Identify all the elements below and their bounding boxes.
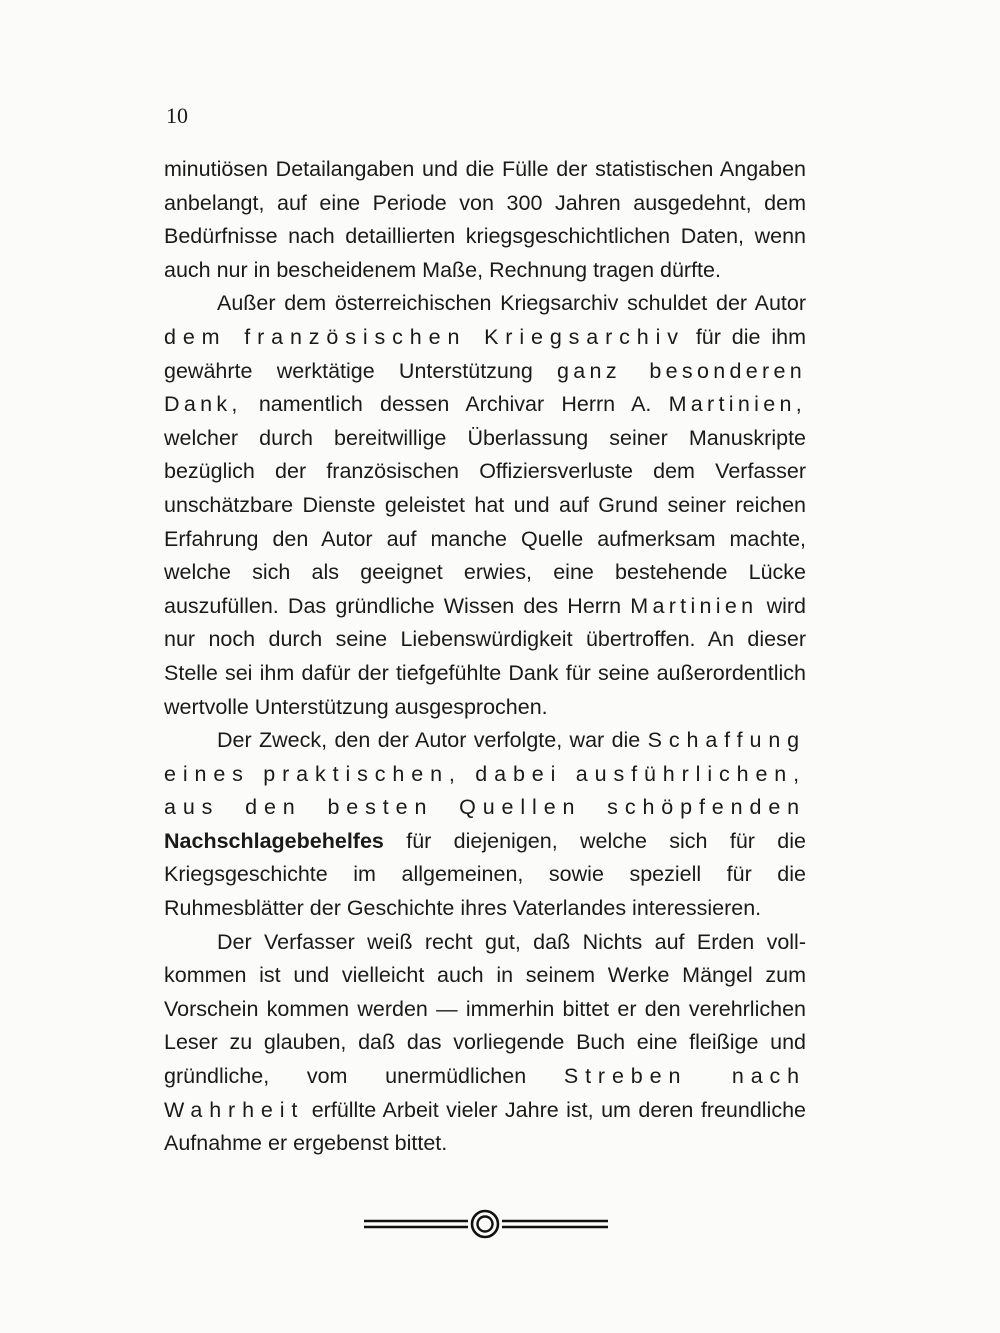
text-run: für die ihm gewährte werktätige Unterstützung (164, 324, 806, 383)
text-line: Bedürfnisse nach detaillierten kriegsgeschichtlichen Daten, wenn (164, 224, 806, 249)
text-run: Außer dem österreichischen Kriegsarchiv schuldet der Autor (217, 291, 806, 316)
page-number: 10 (166, 103, 188, 128)
paragraph-3 (164, 724, 806, 926)
spaced-emphasis: Schaffung eines praktischen, dabei ausführlichen, aus den besten Quellen schöpfenden (164, 728, 806, 820)
text-run: für diejenigen, welche sich für die Kriegsgeschichte im allgemeinen, sowie speziell für die Ruhmesblätter der Geschichte ihres Vaterlandes interessieren. (164, 828, 806, 921)
text-run: namentlich dessen Archivar Herrn A. (241, 392, 669, 417)
paragraph-4 (164, 926, 806, 1161)
spaced-emphasis: ganz besonderen Dank, (164, 358, 806, 417)
text-line: minutiösen Detailangaben und die Fülle der statistischen Angaben (164, 157, 806, 181)
text-line: auch nur in bescheidenem Maße, Rechnung tragen dürfte. (164, 257, 721, 282)
text-run: Der Zweck, den der Autor verfolgte, war die (217, 728, 648, 753)
spaced-emphasis: dem französischen Kriegsarchiv (164, 324, 685, 349)
bold-emphasis: Nachschlagebehelfes (164, 828, 384, 853)
paragraph-1 (164, 153, 806, 287)
spaced-emphasis: Martinien (630, 593, 758, 618)
text-run: Der Verfasser weiß recht gut, daß Nichts auf Erden vollkommen ist und vielleicht auch in seinem Werke Mängel zum Vorschein kommen werden — immerhin bittet er den verehrlichen Leser zu glauben, daß das vorliegende Buch eine fleißige und gründliche, vom unermüdlichen (164, 929, 806, 1089)
text-line: anbelangt, auf eine Periode von 300 Jahren ausgedehnt, dem (164, 190, 806, 215)
spaced-emphasis: Martinien, (668, 392, 806, 417)
body-text (164, 153, 806, 1161)
spaced-emphasis: Streben nach Wahrheit (164, 1064, 806, 1122)
text-run: wird nur noch durch seine Liebenswürdigkeit übertroffen. An dieser Stelle sei ihm dafür der tiefgefühlte Dank für seine außerordentlich wertvolle Unterstützung ausgesprochen. (164, 593, 806, 719)
text-run: welcher durch bereitwillige Überlassung seiner Manuskripte bezüglich der französischen Offiziersverluste dem Verfasser unschätzbare Dienste geleistet hat und auf Grund seiner reichen Erfahrung den Autor auf manche Quelle aufmerksam machte, welche sich als geeignet erwies, eine bestehende Lücke auszufüllen. Das gründliche Wissen des Herrn (164, 425, 806, 618)
text-run: erfüllte Arbeit vieler Jahre ist, um deren freundliche Aufnahme er ergebenst bittet. (164, 1097, 806, 1156)
paragraph-2 (164, 287, 806, 724)
ornament-icon (364, 1204, 608, 1244)
